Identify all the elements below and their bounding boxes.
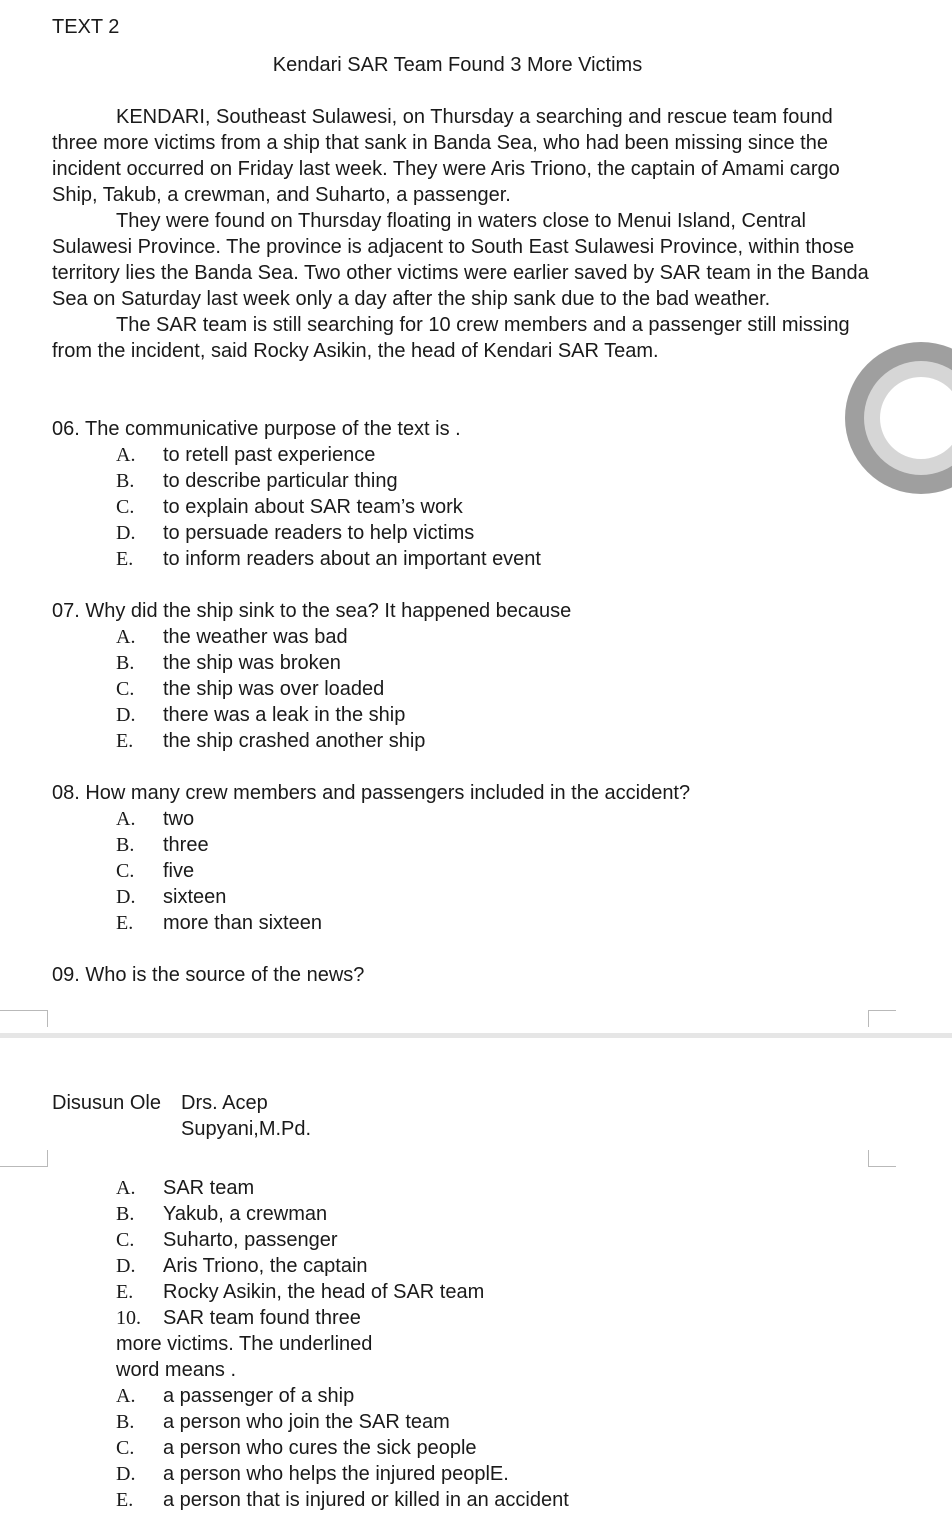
question-10: 10. SAR team found three [116, 1307, 361, 1329]
option[interactable]: A. two [116, 808, 195, 830]
option[interactable]: B. the ship was broken [116, 652, 341, 674]
article-body [52, 104, 872, 364]
question-07: 07. Why did the ship sink to the sea? It happened because [52, 600, 572, 622]
option[interactable]: D. to persuade readers to help victims [116, 522, 475, 544]
option[interactable]: B. Yakub, a crewman [116, 1203, 328, 1225]
option[interactable]: B. a person who join the SAR team [116, 1411, 450, 1433]
option[interactable]: D. there was a leak in the ship [116, 704, 406, 726]
page-corner-mark [0, 1010, 48, 1027]
option[interactable]: A. the weather was bad [116, 626, 348, 648]
option[interactable]: C. to explain about SAR team’s work [116, 496, 463, 518]
page-separator [0, 1033, 952, 1038]
option[interactable]: C. the ship was over loaded [116, 678, 385, 700]
article-title: Kendari SAR Team Found 3 More Victims [272, 54, 643, 76]
option[interactable]: A. SAR team [116, 1177, 255, 1199]
page-corner-mark [868, 1010, 896, 1027]
question-09: 09. Who is the source of the news? [52, 964, 365, 986]
question-10-line-3: word means . [116, 1359, 237, 1381]
page-corner-mark [868, 1150, 896, 1167]
option[interactable]: E. more than sixteen [116, 912, 322, 934]
text-label: TEXT 2 [52, 16, 120, 38]
footer-author-1: Drs. Acep [181, 1092, 268, 1114]
loading-ring-center [880, 377, 952, 459]
option[interactable]: B. three [116, 834, 209, 856]
question-10-line-2: more victims. The underlined [116, 1333, 373, 1355]
option[interactable]: E. a person that is injured or killed in an accident [116, 1489, 569, 1511]
option[interactable]: B. to describe particular thing [116, 470, 398, 492]
option[interactable]: E. to inform readers about an important event [116, 548, 541, 570]
option[interactable]: E. Rocky Asikin, the head of SAR team [116, 1281, 485, 1303]
option[interactable]: C. five [116, 860, 195, 882]
option[interactable]: D. a person who helps the injured peoplE. [116, 1463, 509, 1485]
article-paragraph-1: KENDARI, Southeast Sulawesi, on Thursday a searching and rescue team found three more victims from a ship that sank in Banda Sea, who had been missing since the incident occurred on Friday last week. They were Aris Triono, the captain of Amami cargo Ship, Takub, a crewman, and Suharto, a passenger. [52, 106, 840, 206]
article-paragraph-2: They were found on Thursday floating in waters close to Menui Island, Central Sulawesi Province. The province is adjacent to South East Sulawesi Province, within those territory lies the Banda Sea. Two other victims were earlier saved by SAR team in the Banda Sea on Saturday last week only a day after the ship sank due to the bad weather. [52, 210, 869, 310]
option[interactable]: D. sixteen [116, 886, 227, 908]
option[interactable]: A. a passenger of a ship [116, 1385, 355, 1407]
footer-author-2: Supyani,M.Pd. [181, 1118, 312, 1140]
page-corner-mark [0, 1150, 48, 1167]
option[interactable]: E. the ship crashed another ship [116, 730, 426, 752]
option[interactable]: C. a person who cures the sick people [116, 1437, 477, 1459]
question-08: 08. How many crew members and passengers included in the accident? [52, 782, 691, 804]
footer-label: Disusun Ole [52, 1092, 161, 1114]
option[interactable]: C. Suharto, passenger [116, 1229, 338, 1251]
question-06: 06. The communicative purpose of the text is . [52, 418, 461, 440]
article-paragraph-3: The SAR team is still searching for 10 crew members and a passenger still missing from the incident, said Rocky Asikin, the head of Kendari SAR Team. [52, 314, 850, 362]
option[interactable]: A. to retell past experience [116, 444, 376, 466]
option[interactable]: D. Aris Triono, the captain [116, 1255, 368, 1277]
